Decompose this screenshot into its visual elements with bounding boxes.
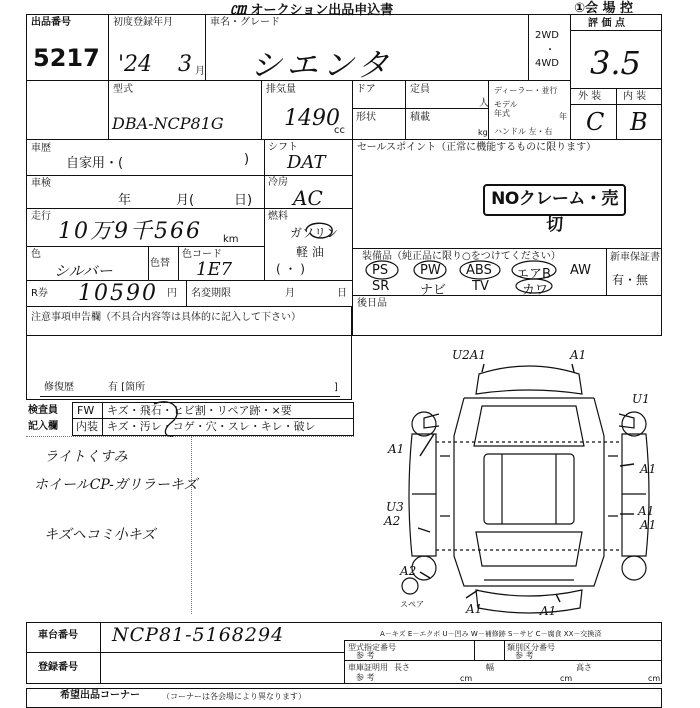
month-unit: 月 bbox=[195, 66, 205, 77]
capacity-label: 定員 bbox=[410, 84, 430, 95]
logo-mark: ㎝ bbox=[230, 0, 247, 18]
color-change-label: 色替 bbox=[150, 258, 170, 269]
model-label: 型式 bbox=[113, 84, 133, 95]
footer-label: 希望出品コーナー bbox=[60, 690, 140, 701]
garage-cert-label: 車庫証明用 bbox=[348, 663, 388, 672]
note-line-1: ライトくすみ bbox=[44, 449, 128, 465]
lot-number-label: 出品番号 bbox=[31, 17, 71, 28]
color-label: 色 bbox=[31, 249, 41, 260]
equipment-navi: ナビ bbox=[420, 283, 447, 298]
name-change-label: 名変期限 bbox=[191, 288, 231, 299]
reference-label-3: 参 考 bbox=[356, 673, 375, 682]
mark-right-front-door: A1 bbox=[640, 462, 657, 476]
mark-left-fender: A1 bbox=[388, 442, 405, 456]
displacement-value: 1490 bbox=[284, 106, 340, 131]
footer-note: （コーナーは各会場により異なります） bbox=[162, 692, 306, 701]
mark-left-rear-u: U3 bbox=[386, 500, 404, 514]
mileage-value: 10万9千566 bbox=[58, 219, 202, 244]
lot-number-value: 5217 bbox=[33, 44, 100, 72]
aircon-label: 冷房 bbox=[268, 177, 288, 188]
mark-left-rear-a: A2 bbox=[384, 514, 401, 528]
car-name-grade-label: 車名・グレード bbox=[210, 17, 280, 28]
inspection-day-unit: 日) bbox=[234, 193, 253, 208]
length-unit: cm bbox=[460, 674, 473, 683]
equipment-tv: TV bbox=[472, 279, 489, 294]
height-unit: cm bbox=[648, 674, 661, 683]
interior-row-label: 内装 bbox=[76, 420, 98, 433]
door-label: ドア bbox=[356, 84, 376, 95]
usage-value: 自家用・( bbox=[66, 156, 124, 171]
fw-label: FW bbox=[77, 404, 95, 417]
recorder-label: 記入欄 bbox=[28, 421, 58, 432]
note-line-2: ホイールCP-ガリラーキズ bbox=[34, 477, 198, 493]
chassis-label: 車台番号 bbox=[38, 630, 78, 641]
fuel-gasoline: ガソリン bbox=[290, 226, 339, 240]
shift-value: DAT bbox=[287, 152, 326, 173]
fuel-label: 燃料 bbox=[268, 211, 288, 222]
length-label: 長さ bbox=[394, 663, 410, 672]
interior-label: 内 装 bbox=[623, 91, 647, 102]
displacement-label: 排気量 bbox=[266, 84, 296, 95]
year-unit: 年 bbox=[559, 112, 567, 121]
equipment-abs: ABS bbox=[466, 263, 492, 278]
r-ticket-unit: 円 bbox=[167, 288, 177, 299]
width-unit: cm bbox=[560, 674, 573, 683]
warranty-label: 新車保証書 bbox=[610, 252, 660, 263]
repair-history-close: ] bbox=[334, 382, 338, 393]
equipment-label: 装備品（純正品に限り○をつけてください） bbox=[362, 251, 561, 262]
model-year-label: モデル年式 bbox=[494, 100, 518, 118]
registration-label: 登録番号 bbox=[38, 662, 78, 673]
r-ticket-value: 10590 bbox=[78, 281, 158, 306]
r-ticket-label: R券 bbox=[31, 288, 48, 299]
interior-grade: B bbox=[630, 108, 648, 136]
equipment-ps: PS bbox=[372, 263, 389, 278]
fuel-light-oil: 軽 油 bbox=[296, 245, 324, 259]
name-change-month: 月 bbox=[285, 288, 295, 299]
aircon-value: AC bbox=[293, 186, 323, 210]
handle-label: ハンドル 左・右 bbox=[494, 127, 553, 136]
first-registration-year: '24 bbox=[118, 52, 153, 77]
car-name-value: シエンタ bbox=[250, 46, 393, 84]
fuel-other: ( ・ ) bbox=[276, 262, 305, 276]
equipment-pw: PW bbox=[420, 263, 441, 278]
venue-copy-label: ①会 場 控 bbox=[574, 1, 634, 16]
interior-items: キズ・汚レ・コゲ・穴・スレ・キレ・破レ bbox=[107, 420, 316, 433]
fw-items: キズ・飛石・ヒビ割・リペア跡・×要 bbox=[107, 404, 292, 417]
grade-value: 3.5 bbox=[590, 44, 641, 82]
color-code-value: 1E7 bbox=[196, 259, 233, 280]
usage-close: ) bbox=[244, 152, 250, 167]
fuel-circle-mark bbox=[300, 219, 340, 243]
title-text: オークション出品申込書 bbox=[250, 3, 394, 18]
chassis-value: NCP81-5168294 bbox=[112, 624, 285, 646]
reference-label-2: 参 考 bbox=[515, 651, 534, 660]
equipment-sr: SR bbox=[372, 279, 390, 294]
note-line-3: キズヘコミ小キズ bbox=[44, 527, 156, 543]
model-value: DBA-NCP81G bbox=[112, 114, 224, 133]
usage-label: 車歴 bbox=[31, 143, 51, 154]
shift-label: シフト bbox=[268, 142, 298, 153]
mark-right-quarter: A1 bbox=[640, 518, 657, 532]
damage-legend: A－キズ E－エクボ U－凹み W－補修跡 S－サビ C－腐食 XX－交換済 bbox=[380, 630, 602, 638]
spare-label: スペア bbox=[400, 600, 424, 609]
person-unit: 人 bbox=[479, 98, 489, 109]
dealer-label: ディーラー・並行 bbox=[494, 86, 558, 95]
width-label: 幅 bbox=[486, 663, 494, 672]
drive-separator: ・ bbox=[545, 45, 555, 56]
inspector-label: 検査員 bbox=[28, 405, 58, 416]
height-label: 高さ bbox=[576, 663, 592, 672]
grade-label: 評 価 点 bbox=[588, 18, 625, 29]
after-items-label: 後日品 bbox=[357, 298, 387, 309]
mileage-label: 走行 bbox=[31, 211, 51, 222]
repair-history-value: 有 [箇所 bbox=[108, 382, 146, 393]
equipment-aw: AW bbox=[570, 263, 592, 278]
warranty-value: 有・無 bbox=[612, 273, 649, 287]
first-registration-month: 3 bbox=[178, 52, 192, 77]
equipment-airbag: エアB bbox=[516, 267, 551, 282]
notes-area bbox=[26, 306, 352, 400]
kg-unit: kg bbox=[478, 128, 488, 137]
mark-rear-left: A1 bbox=[466, 602, 483, 616]
first-registration-label: 初度登録年月 bbox=[113, 17, 173, 28]
color-value: シルバー bbox=[54, 262, 113, 280]
equipment-circle-marks bbox=[362, 258, 568, 294]
shape-label: 形状 bbox=[356, 112, 376, 123]
mark-front-right: A1 bbox=[570, 348, 587, 362]
load-label: 積載 bbox=[410, 112, 430, 123]
type-designation-label: 型式指定番号 bbox=[348, 643, 396, 652]
mark-rear-right: A1 bbox=[540, 604, 557, 618]
notes-label: 注意事項申告欄（不具合内容等は具体的に記入して下さい） bbox=[31, 312, 301, 323]
no-claim-stamp: NOクレーム・売切 bbox=[483, 184, 626, 216]
drive-4wd: 4WD bbox=[535, 58, 559, 69]
color-code-label: 色コード bbox=[182, 249, 222, 260]
reference-label-1: 参 考 bbox=[356, 651, 375, 660]
mark-right-mirror: U1 bbox=[632, 392, 650, 406]
category-label: 類別区分番号 bbox=[507, 643, 555, 652]
inspector-circle-marks bbox=[148, 398, 188, 440]
mark-right-rear-door: A1 bbox=[638, 504, 655, 518]
mileage-unit: km bbox=[223, 234, 239, 245]
inspection-label: 車検 bbox=[31, 178, 51, 189]
equipment-leather: カワ bbox=[522, 283, 549, 298]
inspection-year-unit: 年 bbox=[118, 193, 132, 208]
exterior-grade: C bbox=[586, 108, 605, 136]
exterior-label: 外 装 bbox=[578, 91, 602, 102]
car-diagram bbox=[384, 346, 674, 628]
mark-front-left: U2A1 bbox=[452, 348, 487, 362]
drive-2wd: 2WD bbox=[535, 30, 559, 41]
name-change-day: 日 bbox=[337, 288, 347, 299]
displacement-unit: cc bbox=[334, 125, 345, 136]
sales-point-label: セールスポイント（正常に機能するものに限ります） bbox=[357, 142, 597, 153]
inspection-month-unit: 月( bbox=[176, 193, 195, 208]
repair-history-label: 修復歴 bbox=[44, 382, 74, 393]
mark-left-quarter: A2 bbox=[400, 564, 417, 578]
